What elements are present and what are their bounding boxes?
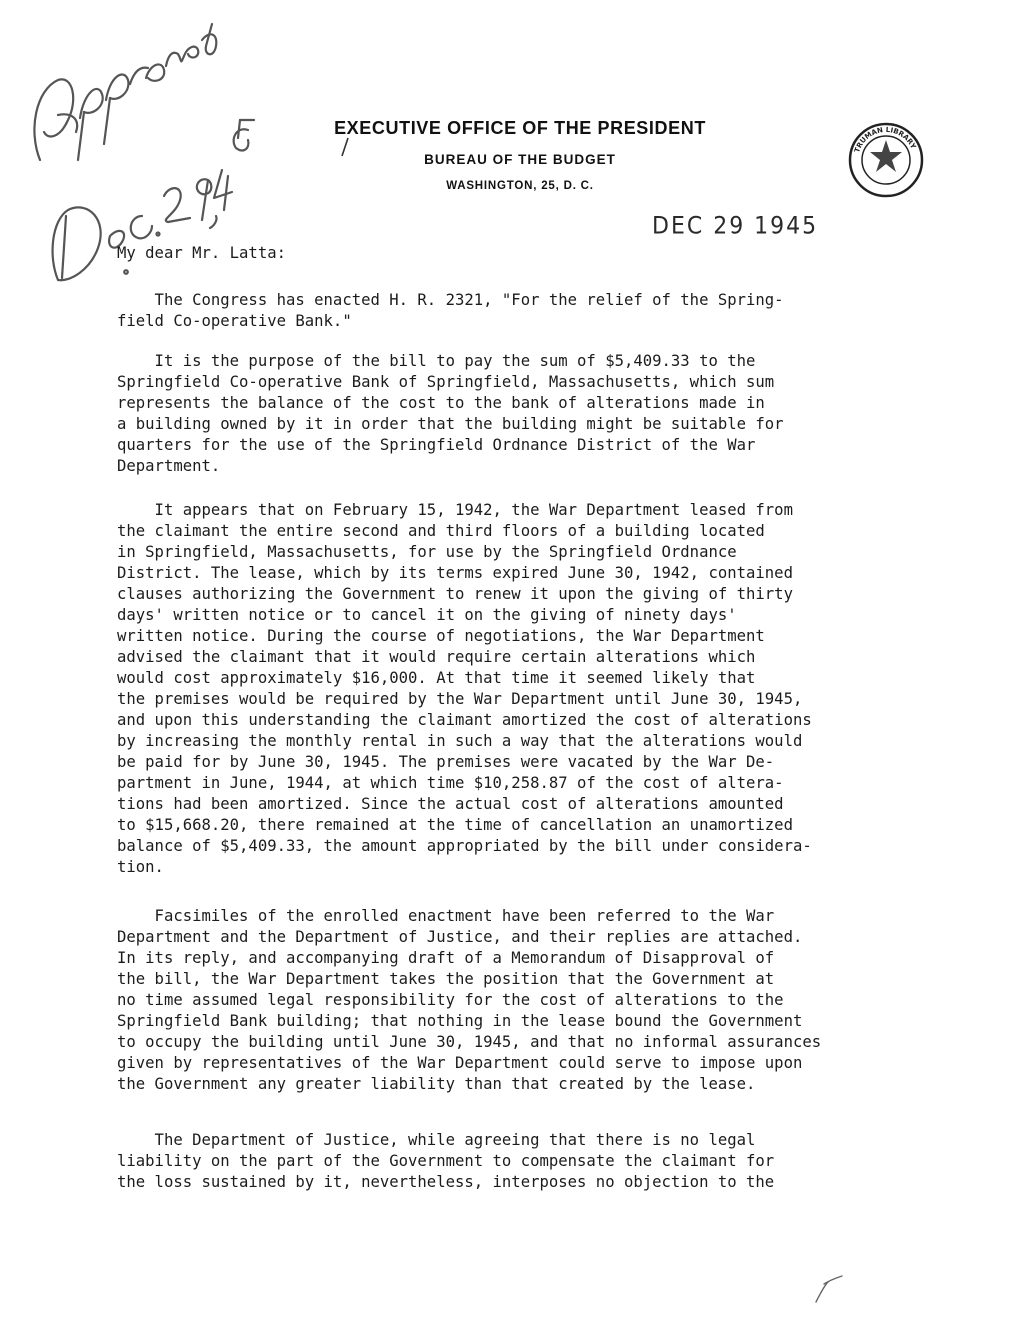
text-line: It is the purpose of the bill to pay the sum of $5,409.33 to the (117, 352, 756, 370)
text-line: advised the claimant that it would require certain alterations which (117, 648, 756, 666)
text-line: Department. (117, 457, 221, 475)
text-line: The Department of Justice, while agreeing that there is no legal (117, 1131, 756, 1149)
text-line: In its reply, and accompanying draft of a Memorandum of Disapproval of (117, 949, 775, 967)
truman-library-seal-icon (846, 120, 926, 200)
text-line: The Congress has enacted H. R. 2321, "For the relief of the Spring- (117, 291, 784, 309)
text-line: given by representatives of the War Department could serve to impose upon (117, 1054, 803, 1072)
text-line: tions had been amortized. Since the actual cost of alterations amounted (117, 795, 784, 813)
text-line: no time assumed legal responsibility for the cost of alterations to the (117, 991, 784, 1009)
text-line: Department and the Department of Justice, and their replies are attached. (117, 928, 803, 946)
text-line: days' written notice or to cancel it on the giving of ninety days' (117, 606, 737, 624)
paragraph-justice-department (117, 1130, 917, 1193)
date-received-stamp: DEC 29 1945 (652, 212, 819, 241)
paragraph-enactment (117, 290, 917, 332)
text-line: tion. (117, 858, 164, 876)
text-line: the bill, the War Department takes the position that the Government at (117, 970, 775, 988)
text-line: balance of $5,409.33, the amount appropriated by the bill under considera- (117, 837, 812, 855)
text-line: quarters for the use of the Springfield Ordnance District of the War (117, 436, 756, 454)
text-line: clauses authorizing the Government to renew it upon the giving of thirty (117, 585, 793, 603)
text-line: the claimant the entire second and third floors of a building located (117, 522, 765, 540)
text-line: in Springfield, Massachusetts, for use by the Springfield Ordnance (117, 543, 737, 561)
svg-text:TRUMAN LIBRARY: TRUMAN LIBRARY (853, 125, 918, 154)
pencil-tick-icon (810, 1268, 850, 1308)
text-line: District. The lease, which by its terms expired June 30, 1942, contained (117, 564, 793, 582)
text-line: the premises would be required by the War Department until June 30, 1945, (117, 690, 803, 708)
text-line: the Government any greater liability than that created by the lease. (117, 1075, 756, 1093)
text-line: to $15,668.20, there remained at the time of cancellation an unamortized (117, 816, 793, 834)
text-line: It appears that on February 15, 1942, the War Department leased from (117, 501, 793, 519)
text-line: to occupy the building until June 30, 1945, and that no informal assurances (117, 1033, 822, 1051)
paragraph-department-replies (117, 906, 917, 1095)
text-line: by increasing the monthly rental in such a way that the alterations would (117, 732, 803, 750)
text-line: the loss sustained by it, nevertheless, interposes no objection to the (117, 1173, 775, 1191)
salutation: My dear Mr. Latta: (117, 244, 286, 262)
text-line: written notice. During the course of negotiations, the War Department (117, 627, 765, 645)
text-line: field Co-operative Bank." (117, 312, 352, 330)
paragraph-purpose (117, 351, 917, 477)
text-line: be paid for by June 30, 1945. The premises were vacated by the War De- (117, 753, 775, 771)
text-line: represents the balance of the cost to the bank of alterations made in (117, 394, 765, 412)
text-line: Facsimiles of the enrolled enactment have been referred to the War (117, 907, 775, 925)
text-line: a building owned by it in order that the building might be suitable for (117, 415, 784, 433)
text-line: Springfield Bank building; that nothing in the lease bound the Government (117, 1012, 803, 1030)
letterhead-location: WASHINGTON, 25, D. C. (446, 180, 594, 192)
text-line: would cost approximately $16,000. At that time it seemed likely that (117, 669, 756, 687)
text-line: Springfield Co-operative Bank of Springfield, Massachusetts, which sum (117, 373, 775, 391)
text-line: and upon this understanding the claimant amortized the cost of alterations (117, 711, 812, 729)
paragraph-lease-history (117, 500, 917, 878)
text-line: liability on the part of the Government to compensate the claimant for (117, 1152, 775, 1170)
text-line: partment in June, 1944, at which time $10,258.87 of the cost of altera- (117, 774, 784, 792)
letterhead-office: EXECUTIVE OFFICE OF THE PRESIDENT (334, 118, 706, 138)
letterhead-bureau: BUREAU OF THE BUDGET (424, 152, 616, 167)
